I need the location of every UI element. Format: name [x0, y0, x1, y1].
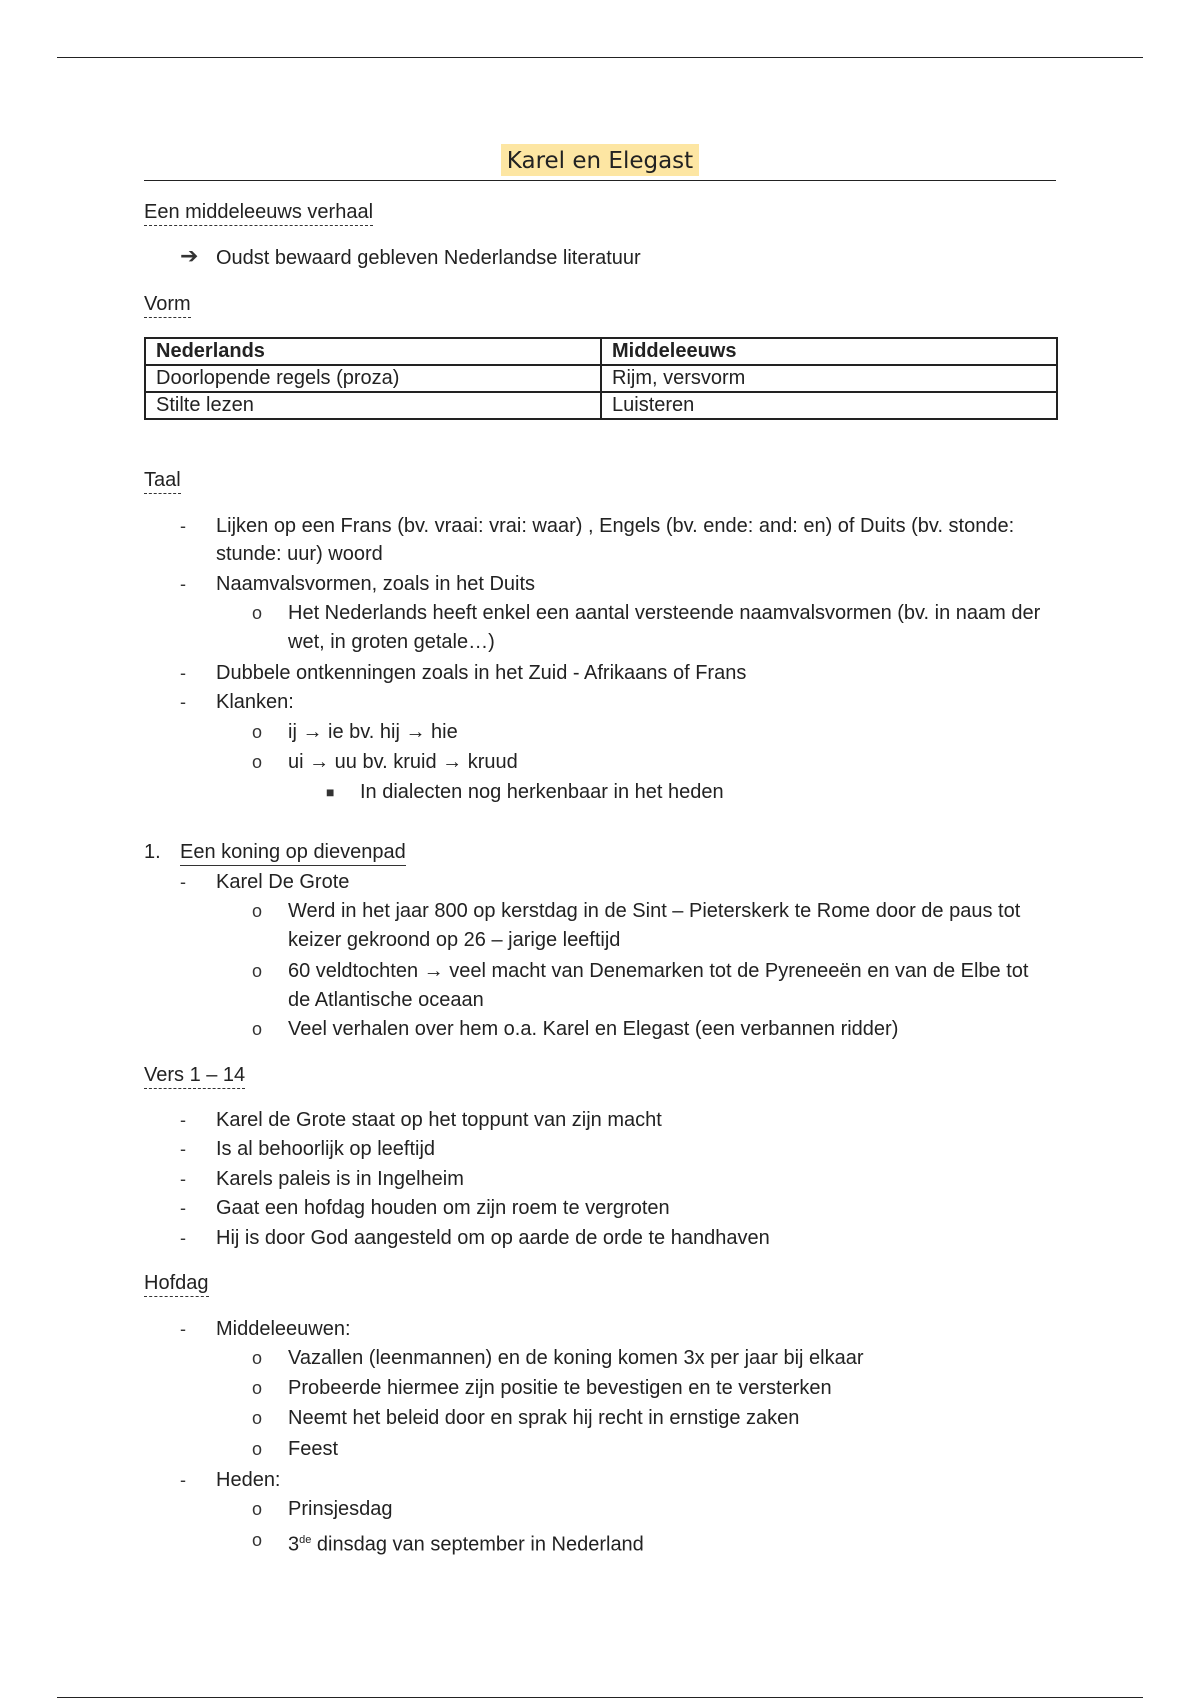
list-item: Neemt het beleid door en sprak hij recht in ernstige zaken [288, 1407, 800, 1429]
circle-bullet: o [252, 961, 263, 981]
table-header-row [145, 338, 1057, 365]
table-header-cell: Nederlands [145, 338, 601, 365]
list-item: Dubbele ontkenningen zoals in het Zuid - Afrikaans of Frans [216, 662, 747, 684]
list-item: Lijken op een Frans (bv. vraai: vrai: waar) , Engels (bv. ende: and: en) of Duits (bv. stonde: [216, 515, 1015, 537]
list-item: Probeerde hiermee zijn positie te bevestigen en te versterken [288, 1377, 832, 1399]
list-item: ui → uu bv. kruid → kruud [288, 751, 518, 773]
document-title: Karel en Elegast [501, 144, 699, 176]
list-item: Heden: [216, 1469, 281, 1491]
dash-bullet: - [180, 516, 186, 536]
section-heading-vers: Vers 1 – 14 [144, 1063, 245, 1089]
ordinal-suffix: de [299, 1534, 312, 1546]
list-item: Karel de Grote staat op het toppunt van zijn macht [216, 1109, 662, 1131]
intro-point: Oudst bewaard gebleven Nederlandse literatuur [216, 247, 641, 269]
circle-bullet: o [252, 1439, 263, 1459]
list-item: Vazallen (leenmannen) en de koning komen 3x per jaar bij elkaar [288, 1347, 864, 1369]
circle-bullet: o [252, 1348, 263, 1368]
list-item: Veel verhalen over hem o.a. Karel en Elegast (een verbannen ridder) [288, 1018, 899, 1040]
circle-bullet: o [252, 752, 263, 772]
table-cell: Luisteren [601, 392, 1057, 419]
list-item: Klanken: [216, 691, 294, 713]
list-item: Karel De Grote [216, 871, 350, 893]
dash-bullet: - [180, 872, 186, 892]
list-item: 60 veldtochten → veel macht van Denemarken tot de Pyreneeën en van de Elbe tot [288, 960, 1029, 982]
dash-bullet: - [180, 692, 186, 712]
section-heading-vorm: Vorm [144, 292, 191, 318]
title-bar [144, 140, 1056, 181]
vorm-table [144, 337, 1058, 420]
list-item: Hij is door God aangesteld om op aarde de orde te handhaven [216, 1227, 770, 1249]
section-heading-hofdag: Hofdag [144, 1271, 209, 1297]
dash-bullet: - [180, 1169, 186, 1189]
circle-bullet: o [252, 1530, 263, 1550]
dash-bullet: - [180, 574, 186, 594]
table-cell: Stilte lezen [145, 392, 601, 419]
list-item-continuation: keizer gekroond op 26 – jarige leeftijd [288, 929, 621, 951]
list-item: Het Nederlands heeft enkel een aantal versteende naamvalsvormen (bv. in naam der [288, 602, 1041, 624]
list-item: Middeleeuwen: [216, 1318, 351, 1340]
list-item: Prinsjesdag [288, 1498, 393, 1520]
list-item: Gaat een hofdag houden om zijn roem te vergroten [216, 1197, 670, 1219]
section-heading-koning: Een koning op dievenpad [180, 840, 406, 866]
dash-bullet: - [180, 1139, 186, 1159]
list-item: Feest [288, 1438, 339, 1460]
circle-bullet: o [252, 1408, 263, 1428]
circle-bullet: o [252, 603, 263, 623]
dash-bullet: - [180, 1319, 186, 1339]
list-item: Karels paleis is in Ingelheim [216, 1168, 464, 1190]
dash-bullet: - [180, 1198, 186, 1218]
table-row [145, 392, 1057, 419]
square-bullet: ■ [326, 784, 335, 800]
section-heading-intro: Een middeleeuws verhaal [144, 200, 373, 226]
page-bottom-rule [57, 1697, 1143, 1698]
circle-bullet: o [252, 901, 263, 921]
dash-bullet: - [180, 1228, 186, 1248]
ordinal-number: 3 [288, 1533, 300, 1556]
list-item-continuation: de Atlantische oceaan [288, 989, 484, 1011]
list-item: ij → ie bv. hij → hie [288, 721, 458, 743]
circle-bullet: o [252, 1378, 263, 1398]
table-header-cell: Middeleeuws [601, 338, 1057, 365]
list-item-continuation: stunde: uur) woord [216, 543, 383, 565]
table-row [145, 365, 1057, 392]
circle-bullet: o [252, 1019, 263, 1039]
list-item [288, 1526, 644, 1559]
list-item-text: dinsdag van september in Nederland [311, 1533, 644, 1556]
dash-bullet: - [180, 663, 186, 683]
section-number: 1. [144, 841, 161, 863]
circle-bullet: o [252, 1499, 263, 1519]
list-item: Is al behoorlijk op leeftijd [216, 1138, 436, 1160]
list-item: In dialecten nog herkenbaar in het heden [360, 781, 724, 803]
arrow-bullet-icon: ➔ [180, 243, 199, 268]
list-item: Werd in het jaar 800 op kerstdag in de Sint – Pieterskerk te Rome door de paus tot [288, 900, 1021, 922]
table-cell: Doorlopende regels (proza) [145, 365, 601, 392]
list-item: Naamvalsvormen, zoals in het Duits [216, 573, 536, 595]
circle-bullet: o [252, 722, 263, 742]
table-cell: Rijm, versvorm [601, 365, 1057, 392]
section-heading-taal: Taal [144, 468, 181, 494]
dash-bullet: - [180, 1470, 186, 1490]
list-item-continuation: wet, in groten getale…) [288, 631, 495, 653]
dash-bullet: - [180, 1110, 186, 1130]
